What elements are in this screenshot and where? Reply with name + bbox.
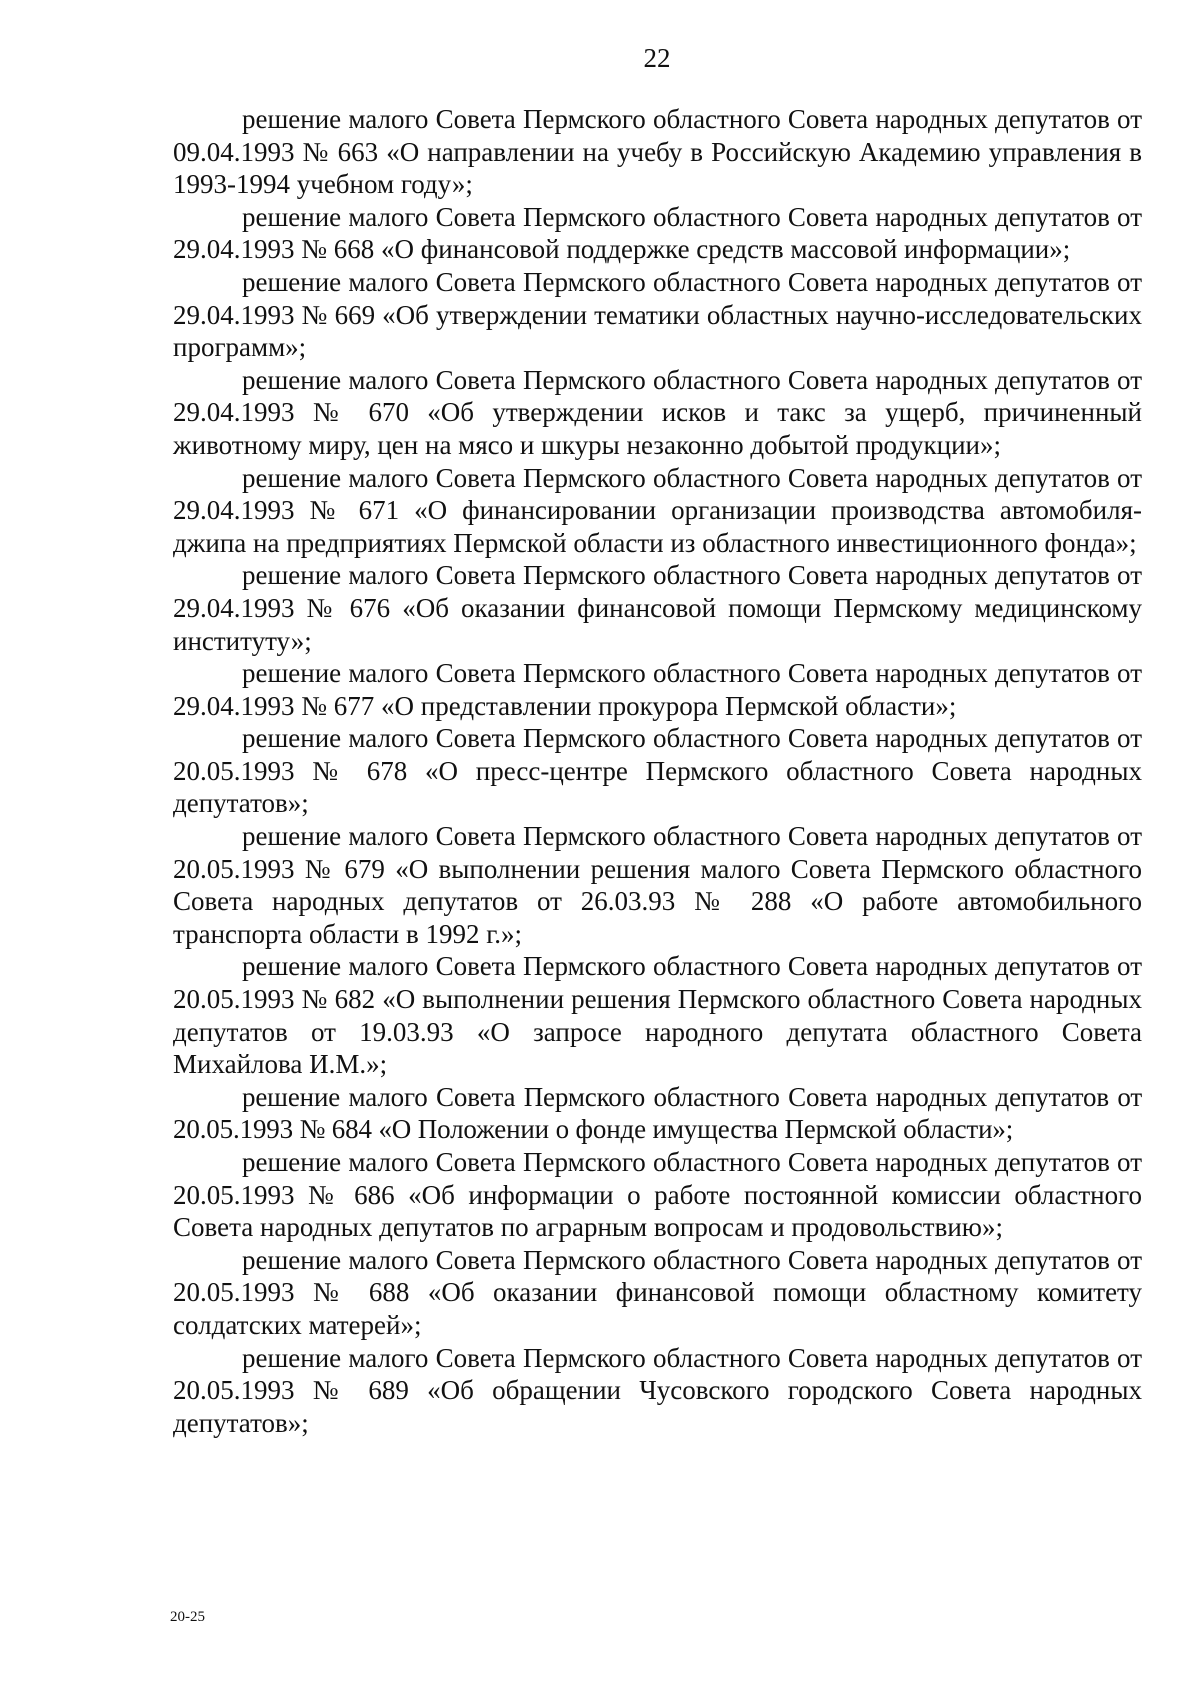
list-item: решение малого Совета Пермского областного Совета народных депутатов от 20.05.1993 № 678 «О пресс-центре Пермского областного Совета народных депутатов»; — [173, 723, 1142, 819]
list-item: решение малого Совета Пермского областного Совета народных депутатов от 29.04.1993 № 676 «Об оказании финансовой помощи Пермскому медицинскому институту»; — [173, 560, 1142, 656]
list-item: решение малого Совета Пермского областного Совета народных депутатов от 20.05.1993 № 682 «О выполнении решения Пермского областного Совета народных депутатов от 19.03.93 «О запросе народного депутата областного Совета Михайлова И.М.»; — [173, 951, 1142, 1080]
list-item: решение малого Совета Пермского областного Совета народных депутатов от 20.05.1993 № 686 «Об информации о работе постоянной комиссии областного Совета народных депутатов по аграрным вопросам и продовольствию»; — [173, 1147, 1142, 1243]
list-item: решение малого Совета Пермского областного Совета народных депутатов от 29.04.1993 № 668 «О финансовой поддержке средств массовой информации»; — [173, 201, 1142, 265]
list-item: решение малого Совета Пермского областного Совета народных депутатов от 29.04.1993 № 670 «Об утверждении исков и такс за ущерб, причиненный животному миру, цен на мясо и шкуры незаконно добытой продукции»; — [173, 364, 1142, 460]
list-item: решение малого Совета Пермского областного Совета народных депутатов от 20.05.1993 № 679 «О выполнении решения малого Совета Пермского областного Совета народных депутатов от 26.03.93 № 288 «О работе автомобильного транспорта области в 1992 г.»; — [173, 821, 1142, 949]
document-body — [173, 103, 1142, 1439]
list-item: решение малого Совета Пермского областного Совета народных депутатов от 20.05.1993 № 689 «Об обращении Чусовского городского Совета народных депутатов»; — [173, 1342, 1142, 1438]
list-item: решение малого Совета Пермского областного Совета народных депутатов от 09.04.1993 № 663 «О направлении на учебу в Российскую Академию управления в 1993-1994 учебном году»; — [173, 104, 1142, 200]
page-number: 22 — [643, 43, 671, 73]
list-item: решение малого Совета Пермского областного Совета народных депутатов от 29.04.1993 № 677 «О представлении прокурора Пермской области»; — [173, 658, 1142, 721]
list-item: решение малого Совета Пермского областного Совета народных депутатов от 20.05.1993 № 688 «Об оказании финансовой помощи областному комитету солдатских матерей»; — [173, 1244, 1142, 1340]
footer-code: 20-25 — [170, 1609, 205, 1625]
list-item: решение малого Совета Пермского областного Совета народных депутатов от 20.05.1993 № 684 «О Положении о фонде имущества Пермской области»; — [173, 1081, 1142, 1145]
list-item: решение малого Совета Пермского областного Совета народных депутатов от 29.04.1993 № 669 «Об утверждении тематики областных научно-исследовательских программ»; — [173, 266, 1142, 363]
list-item: решение малого Совета Пермского областного Совета народных депутатов от 29.04.1993 № 671 «О финансировании организации производства автомобиля-джипа на предприятиях Пермской области из областного инвестиционного фонда»; — [173, 462, 1142, 558]
